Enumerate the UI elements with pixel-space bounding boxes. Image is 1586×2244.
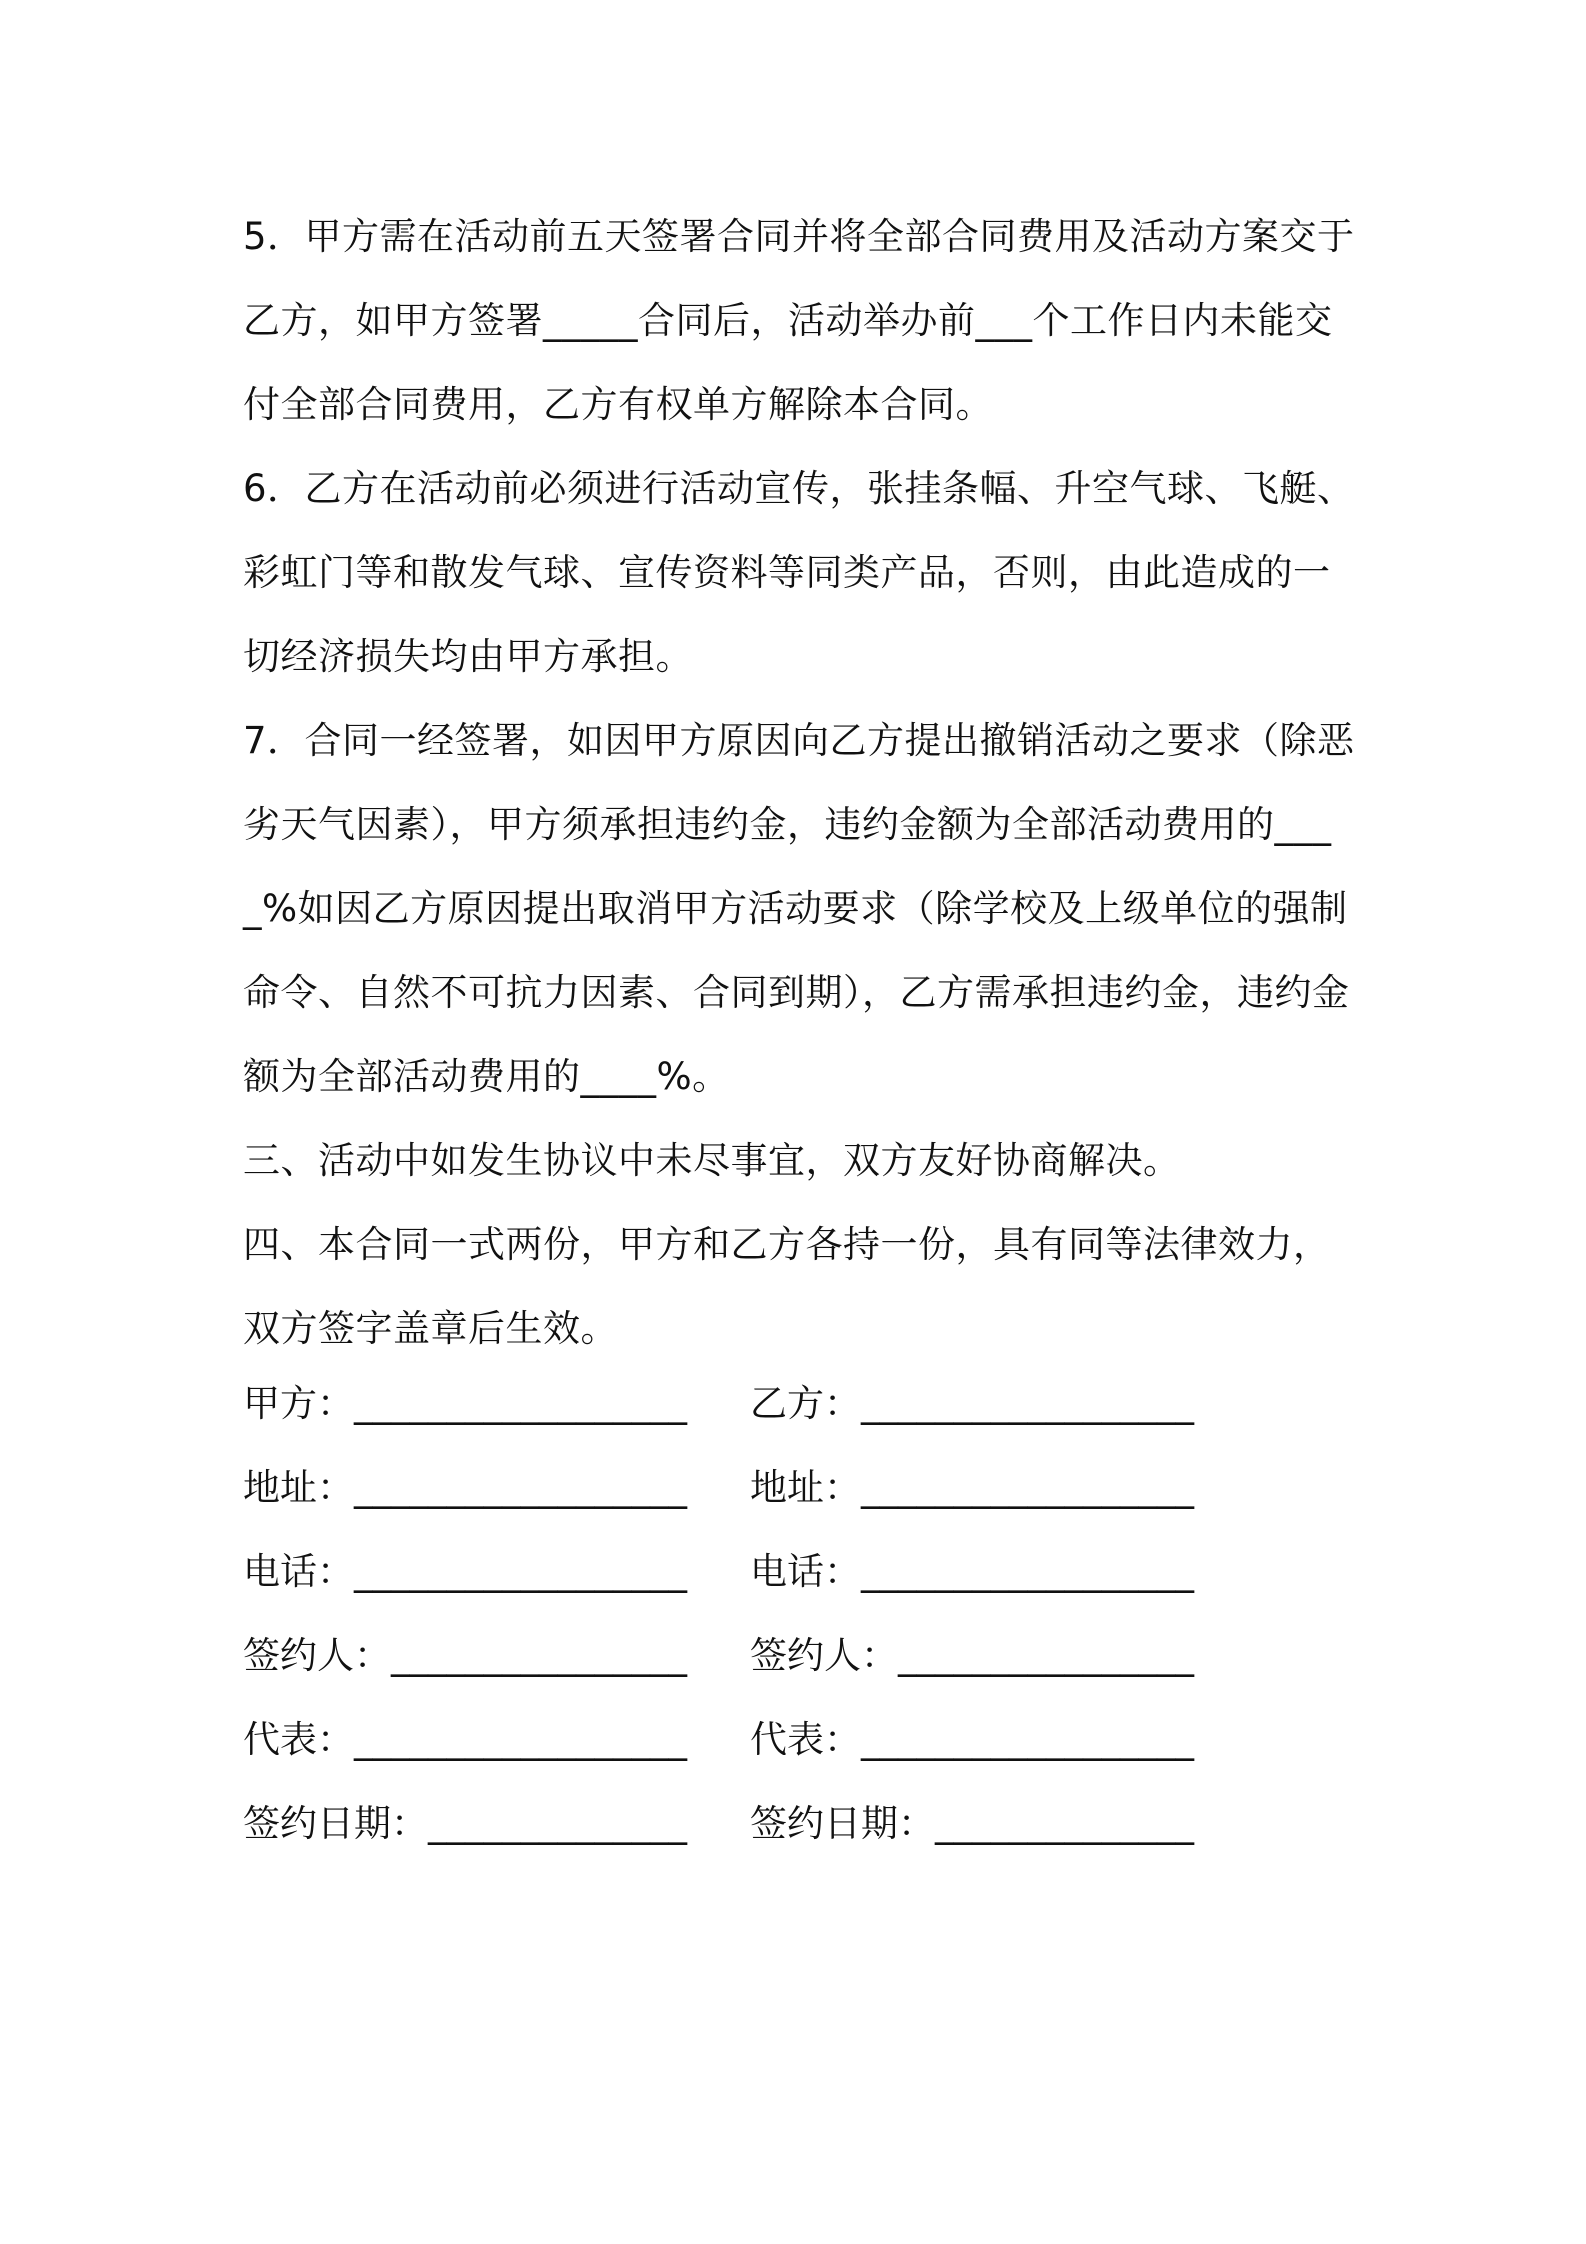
signature-row-phone <box>243 1530 1363 1614</box>
signature-row-signer <box>243 1614 1363 1698</box>
clause-6: 6．乙方在活动前必须进行活动宣传，张挂条幅、升空气球、飞艇、彩虹门等和散发气球、宣传资料等同类产品，否则，由此造成的一切经济损失均由甲方承担。 <box>243 467 1355 678</box>
party-b-phone-field: 电话：__________________ <box>750 1550 1194 1593</box>
section-3: 三、活动中如发生协议中未尽事宜，双方友好协商解决。 <box>243 1139 1181 1182</box>
contract-clauses <box>243 195 1363 1371</box>
party-b-date-field: 签约日期：______________ <box>750 1802 1194 1845</box>
party-b-address-field: 地址：__________________ <box>750 1466 1194 1509</box>
party-a-representative-field: 代表：__________________ <box>243 1718 687 1761</box>
clause-7: 7．合同一经签署，如因甲方原因向乙方提出撤销活动之要求（除恶劣天气因素），甲方须承担违约金，违约金额为全部活动费用的____%如因乙方原因提出取消甲方活动要求（除学校及上级单位的强制命令、自然不可抗力因素、合同到期），乙方需承担违约金，违约金额为全部活动费用的____%。 <box>243 719 1355 1098</box>
party-a-signer-field: 签约人：________________ <box>243 1634 687 1677</box>
party-a-date-field: 签约日期：______________ <box>243 1802 687 1845</box>
party-a-phone-field: 电话：__________________ <box>243 1550 687 1593</box>
signature-row-representative <box>243 1698 1363 1782</box>
section-4: 四、本合同一式两份，甲方和乙方各持一份，具有同等法律效力，双方签字盖章后生效。 <box>243 1223 1331 1350</box>
signature-row-date <box>243 1782 1363 1866</box>
party-b-representative-field: 代表：__________________ <box>750 1718 1194 1761</box>
signature-row-address <box>243 1446 1363 1530</box>
party-a-field: 甲方：__________________ <box>243 1382 687 1425</box>
party-a-address-field: 地址：__________________ <box>243 1466 687 1509</box>
clause-5: 5．甲方需在活动前五天签署合同并将全部合同费用及活动方案交于乙方，如甲方签署_____合同后，活动举办前___个工作日内未能交付全部合同费用，乙方有权单方解除本合同。 <box>243 215 1355 426</box>
party-b-field: 乙方：__________________ <box>750 1382 1194 1425</box>
signature-row-party <box>243 1362 1363 1446</box>
signature-block <box>243 1362 1363 1866</box>
party-b-signer-field: 签约人：________________ <box>750 1634 1194 1677</box>
